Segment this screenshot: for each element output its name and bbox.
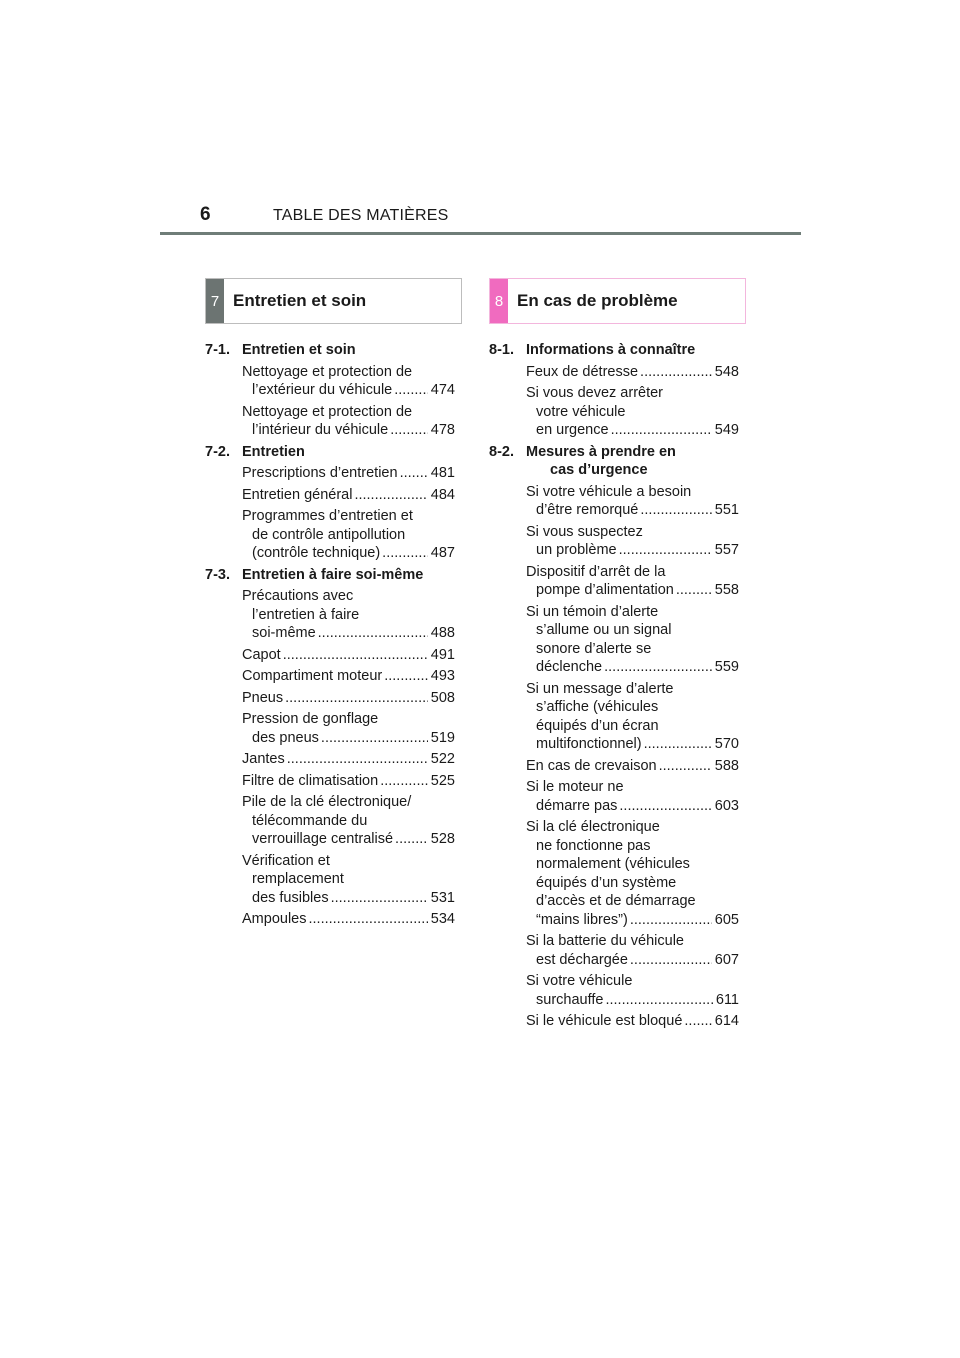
entry-line: s’affiche (véhicules	[536, 699, 659, 715]
entry-last-line	[242, 689, 455, 708]
toc-entry[interactable]	[205, 363, 455, 400]
entry-title: Ampoules	[242, 911, 307, 927]
entry-line: Si vous devez arrêter	[526, 385, 664, 401]
dot-leader	[283, 646, 428, 665]
entry-line: Pression de gonflage	[242, 711, 379, 727]
toc-entry[interactable]	[205, 710, 455, 747]
entry-last-line	[526, 735, 739, 754]
entry-line: l’entretien à faire	[252, 606, 360, 623]
section-title-line: Informations à connaître	[526, 342, 696, 358]
toc-entry[interactable]	[205, 667, 455, 686]
dot-leader	[619, 797, 711, 816]
entry-line: Vérification et	[242, 852, 330, 869]
page-ref: 519	[430, 729, 455, 746]
section-number: 7-2.	[205, 443, 230, 460]
page-ref: 605	[714, 911, 739, 928]
entry-title: Feux de détresse	[526, 363, 639, 380]
entry-title: Pneus	[242, 689, 284, 706]
page-ref: 557	[714, 542, 739, 558]
section-title	[242, 341, 455, 360]
toc-entry[interactable]	[205, 852, 455, 908]
chapter-8-heading	[489, 278, 746, 324]
dot-leader	[380, 772, 428, 791]
dot-leader	[684, 1012, 711, 1031]
toc-entry[interactable]	[489, 972, 739, 1009]
entry-last-line	[242, 486, 455, 505]
section-title-line: Entretien	[242, 443, 305, 460]
header-rule	[160, 232, 801, 235]
dot-leader	[611, 421, 712, 440]
section-title	[242, 566, 455, 585]
entry-title: “mains libres”)	[536, 911, 628, 928]
page-ref: 607	[714, 951, 739, 968]
entry-last-line	[526, 757, 739, 776]
entry-last-line	[526, 658, 739, 677]
page-ref: 474	[430, 382, 455, 398]
page-ref: 558	[714, 582, 739, 598]
entry-line: d’accès et de démarrage	[536, 893, 696, 909]
page-ref: 534	[430, 911, 455, 927]
entry-last-line	[242, 729, 455, 748]
dot-leader	[630, 951, 712, 970]
chapter-7-heading	[205, 278, 462, 324]
entry-line: Si la batterie du véhicule	[526, 933, 684, 949]
entry-last-line	[526, 951, 739, 970]
dot-leader	[605, 991, 712, 1010]
entry-title: (contrôle technique)	[252, 545, 381, 561]
dot-leader	[659, 757, 712, 776]
toc-entry[interactable]	[489, 563, 739, 600]
section-number: 7-1.	[205, 342, 230, 358]
toc-entry[interactable]	[205, 689, 455, 708]
page-ref: 481	[430, 465, 455, 481]
page-ref: 491	[430, 646, 455, 663]
entry-title: Jantes	[242, 751, 285, 767]
toc-entry[interactable]	[205, 587, 455, 643]
page-ref: 525	[430, 772, 455, 789]
entry-line: Pile de la clé électronique/	[242, 794, 412, 810]
chapter-8-title: En cas de problème	[517, 291, 678, 310]
entry-title: soi-même	[252, 625, 316, 641]
page-ref: 611	[715, 991, 739, 1008]
toc-entry[interactable]	[489, 1012, 739, 1031]
entry-line: Si la clé électronique	[526, 819, 660, 835]
page-number: 6	[200, 204, 211, 225]
entry-last-line	[242, 464, 455, 483]
section-heading	[205, 341, 455, 360]
entry-last-line	[526, 991, 739, 1010]
page-ref: 570	[714, 736, 739, 752]
dot-leader	[619, 541, 712, 560]
section-heading	[205, 443, 455, 462]
dot-leader	[676, 581, 712, 600]
dot-leader	[640, 501, 711, 520]
entry-line: Si un message d’alerte	[526, 680, 674, 697]
section-title-line: Entretien et soin	[242, 342, 356, 358]
page-ref: 493	[430, 668, 455, 684]
dot-leader	[331, 889, 428, 908]
page-ref: 488	[430, 625, 455, 641]
page-ref: 548	[714, 363, 739, 380]
entry-last-line	[526, 581, 739, 600]
entry-line: Dispositif d’arrêt de la	[526, 563, 666, 580]
entry-line: équipés d’un système	[536, 874, 677, 891]
entry-title: Entretien général	[242, 486, 353, 503]
entry-title: Si le véhicule est bloqué	[526, 1013, 683, 1029]
toc-entry[interactable]	[489, 778, 739, 815]
entry-line: télécommande du	[252, 812, 368, 829]
entry-title: Compartiment moteur	[242, 668, 383, 684]
entry-title: est déchargée	[536, 951, 628, 968]
toc-entry[interactable]	[205, 910, 455, 929]
page-ref: 487	[430, 545, 455, 561]
dot-leader	[630, 911, 712, 930]
entry-last-line	[526, 797, 739, 816]
toc-entry[interactable]	[489, 523, 739, 560]
page-ref: 522	[430, 751, 455, 767]
page-ref: 528	[430, 831, 455, 847]
dot-leader	[318, 624, 428, 643]
chapter-7-title: Entretien et soin	[233, 291, 367, 310]
entry-line: Si un témoin d’alerte	[526, 603, 659, 620]
section-heading	[205, 566, 455, 585]
entry-last-line	[242, 889, 455, 908]
entry-title: multifonctionnel)	[536, 736, 642, 752]
entry-title: En cas de crevaison	[526, 757, 657, 774]
toc-entry[interactable]	[489, 680, 739, 754]
dot-leader	[395, 830, 428, 849]
toc-section	[205, 443, 455, 563]
toc-section	[489, 443, 739, 1031]
entry-last-line	[242, 646, 455, 665]
entry-line: Nettoyage et protection de	[242, 363, 413, 380]
page-ref: 508	[430, 689, 455, 706]
page-ref: 484	[430, 486, 455, 503]
toc-entry[interactable]	[205, 464, 455, 483]
entry-title: verrouillage centralisé	[252, 831, 394, 847]
section-heading	[489, 443, 739, 480]
entry-line: Programmes d’entretien et	[242, 508, 413, 524]
entry-title: surchauffe	[536, 991, 604, 1008]
dot-leader	[354, 486, 427, 505]
toc-entry[interactable]	[205, 793, 455, 849]
dot-leader	[382, 544, 428, 563]
entry-line: ne fonctionne pas	[536, 837, 651, 854]
entry-line: Nettoyage et protection de	[242, 403, 413, 420]
toc-entry[interactable]	[205, 646, 455, 665]
entry-last-line	[242, 830, 455, 849]
page-ref: 551	[714, 502, 739, 518]
entry-last-line	[242, 421, 455, 440]
page-ref: 603	[714, 797, 739, 814]
section-title-line: Mesures à prendre en	[526, 443, 676, 460]
toc-section	[205, 566, 455, 929]
dot-leader	[640, 363, 712, 382]
page-ref: 478	[430, 422, 455, 438]
section-heading	[489, 341, 739, 360]
toc-entry[interactable]	[205, 507, 455, 563]
chapter-8-number: 8	[490, 279, 508, 323]
section-title	[526, 341, 739, 360]
entry-title: démarre pas	[536, 797, 618, 814]
entry-last-line	[526, 501, 739, 520]
entry-last-line	[242, 667, 455, 686]
toc-section	[205, 341, 455, 440]
entry-last-line	[242, 544, 455, 563]
entry-line: Précautions avec	[242, 588, 354, 604]
entry-line: Si votre véhicule a besoin	[526, 483, 692, 500]
entry-line: sonore d’alerte se	[536, 640, 652, 657]
entry-last-line	[526, 911, 739, 930]
section-title-line: Entretien à faire soi-même	[242, 566, 424, 583]
entry-title: des fusibles	[252, 889, 329, 906]
page-ref: 614	[714, 1013, 739, 1029]
toc-entry[interactable]	[205, 403, 455, 440]
entry-title: d’être remorqué	[536, 502, 639, 518]
section-number: 8-1.	[489, 342, 514, 358]
entry-last-line	[242, 381, 455, 400]
toc-entry[interactable]	[489, 932, 739, 969]
entry-title: déclenche	[536, 659, 603, 675]
section-title	[242, 443, 455, 462]
toc-entry[interactable]	[205, 750, 455, 769]
section-title	[526, 443, 739, 480]
toc-entry[interactable]	[489, 818, 739, 929]
entry-title: l’extérieur du véhicule	[252, 382, 393, 398]
entry-last-line	[242, 624, 455, 643]
page-ref: 559	[714, 659, 739, 675]
section-number: 7-3.	[205, 566, 230, 583]
entry-last-line	[242, 750, 455, 769]
entry-line: votre véhicule	[536, 403, 626, 420]
chapter-8-contents	[489, 341, 739, 1034]
page-ref: 588	[714, 757, 739, 774]
entry-line: Si vous suspectez	[526, 523, 643, 540]
dot-leader	[321, 729, 428, 748]
entry-last-line	[526, 421, 739, 440]
toc-entry[interactable]	[489, 603, 739, 677]
entry-last-line	[242, 910, 455, 929]
toc-section	[489, 341, 739, 440]
toc-entry[interactable]	[205, 772, 455, 791]
section-title-line: cas d’urgence	[550, 462, 648, 478]
entry-title: des pneus	[252, 729, 319, 746]
entry-last-line	[242, 772, 455, 791]
page-ref: 531	[430, 889, 455, 906]
dot-leader	[394, 381, 428, 400]
section-number: 8-2.	[489, 443, 514, 460]
dot-leader	[400, 464, 428, 483]
entry-title: pompe d’alimentation	[536, 582, 674, 598]
entry-title: en urgence	[536, 422, 609, 438]
entry-line: s’allume ou un signal	[536, 622, 672, 638]
dot-leader	[604, 658, 712, 677]
entry-title: l’intérieur du véhicule	[252, 422, 389, 438]
entry-line: Si votre véhicule	[526, 973, 633, 989]
dot-leader	[390, 421, 428, 440]
toc-entry[interactable]	[489, 757, 739, 776]
chapter-7-number: 7	[206, 279, 224, 323]
entry-last-line	[526, 1012, 739, 1031]
chapter-7-contents	[205, 341, 455, 932]
dot-leader	[644, 735, 712, 754]
entry-line: équipés d’un écran	[536, 717, 659, 734]
entry-title: Prescriptions d’entretien	[242, 465, 398, 481]
toc-entry[interactable]	[489, 483, 739, 520]
entry-line: normalement (véhicules	[536, 856, 690, 872]
dot-leader	[287, 750, 428, 769]
entry-line: de contrôle antipollution	[252, 526, 406, 543]
entry-title: Filtre de climatisation	[242, 772, 379, 789]
toc-entry[interactable]	[489, 384, 739, 440]
dot-leader	[285, 689, 428, 708]
entry-title: Capot	[242, 646, 281, 663]
toc-entry[interactable]	[489, 363, 739, 382]
dot-leader	[384, 667, 428, 686]
entry-title: un problème	[536, 542, 617, 558]
entry-line: Si le moteur ne	[526, 779, 624, 795]
page-ref: 549	[714, 422, 739, 438]
toc-entry[interactable]	[205, 486, 455, 505]
entry-line: remplacement	[252, 871, 344, 887]
dot-leader	[308, 910, 427, 929]
running-title: TABLE DES MATIÈRES	[273, 207, 449, 224]
entry-last-line	[526, 541, 739, 560]
entry-last-line	[526, 363, 739, 382]
